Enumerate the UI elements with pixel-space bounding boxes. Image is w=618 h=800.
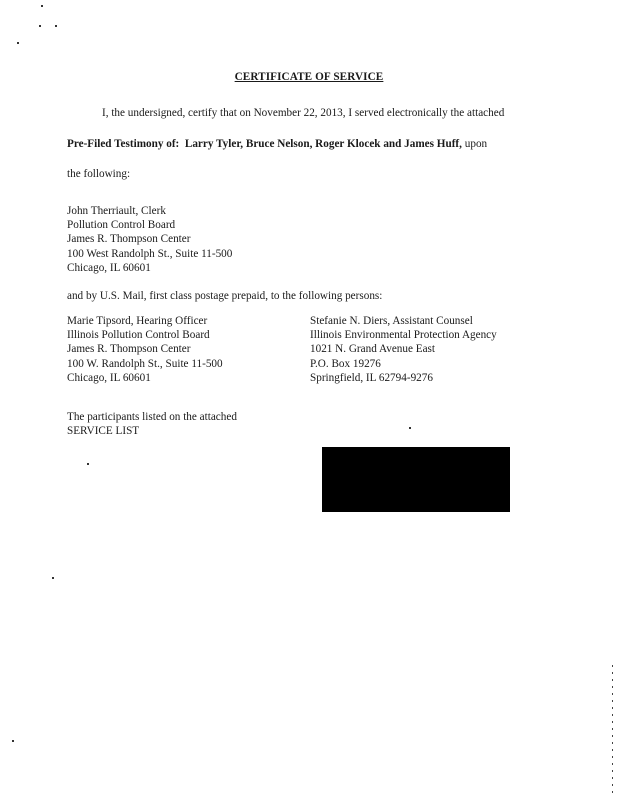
address-line: Illinois Environmental Protection Agency: [310, 329, 497, 342]
scan-edge-marks: [612, 665, 613, 795]
address-line: 100 West Randolph St., Suite 11-500: [67, 247, 233, 260]
redacted-signature: [322, 447, 510, 512]
scan-speck: [12, 740, 14, 742]
document-label: Pre-Filed Testimony of:: [67, 138, 180, 150]
address-line: Stefanie N. Diers, Assistant Counsel: [310, 315, 473, 327]
address-line: Marie Tipsord, Hearing Officer: [67, 315, 208, 327]
upon-text: upon: [464, 138, 488, 150]
scan-speck: [52, 577, 54, 579]
service-list-label: SERVICE LIST: [67, 425, 140, 438]
address-line: John Therriault, Clerk: [67, 205, 166, 217]
scan-speck: [41, 5, 43, 7]
scan-speck: [17, 42, 19, 44]
mail-intro: and by U.S. Mail, first class postage prepaid, to the following persons:: [67, 290, 383, 302]
document-reference: [67, 137, 487, 151]
scan-speck: [87, 463, 89, 465]
scan-speck: [55, 25, 57, 27]
address-line: Springfield, IL 62794-9276: [310, 371, 433, 384]
address-line: 1021 N. Grand Avenue East: [310, 343, 436, 356]
address-line: James R. Thompson Center: [67, 233, 191, 246]
hearing-officer-address-block: [67, 314, 223, 385]
address-line: 100 W. Randolph St., Suite 11-500: [67, 357, 223, 370]
address-line: Pollution Control Board: [67, 219, 176, 232]
address-line: Illinois Pollution Control Board: [67, 329, 210, 342]
address-line: Chicago, IL 60601: [67, 371, 151, 384]
scan-speck: [409, 427, 411, 429]
participants-line: The participants listed on the attached: [67, 411, 237, 423]
address-line: Chicago, IL 60601: [67, 261, 151, 274]
participants-note: [67, 410, 237, 438]
address-line: James R. Thompson Center: [67, 343, 191, 356]
address-line: P.O. Box 19276: [310, 357, 381, 370]
epa-counsel-address-block: [310, 314, 497, 385]
witness-names: Larry Tyler, Bruce Nelson, Roger Klocek and James Huff,: [184, 138, 462, 150]
certification-statement: I, the undersigned, certify that on November 22, 2013, I served electronically the attached: [102, 107, 505, 119]
scan-speck: [39, 25, 41, 27]
following-text: the following:: [67, 168, 131, 180]
clerk-address-block: [67, 204, 232, 275]
page-title: CERTIFICATE OF SERVICE: [234, 71, 384, 83]
